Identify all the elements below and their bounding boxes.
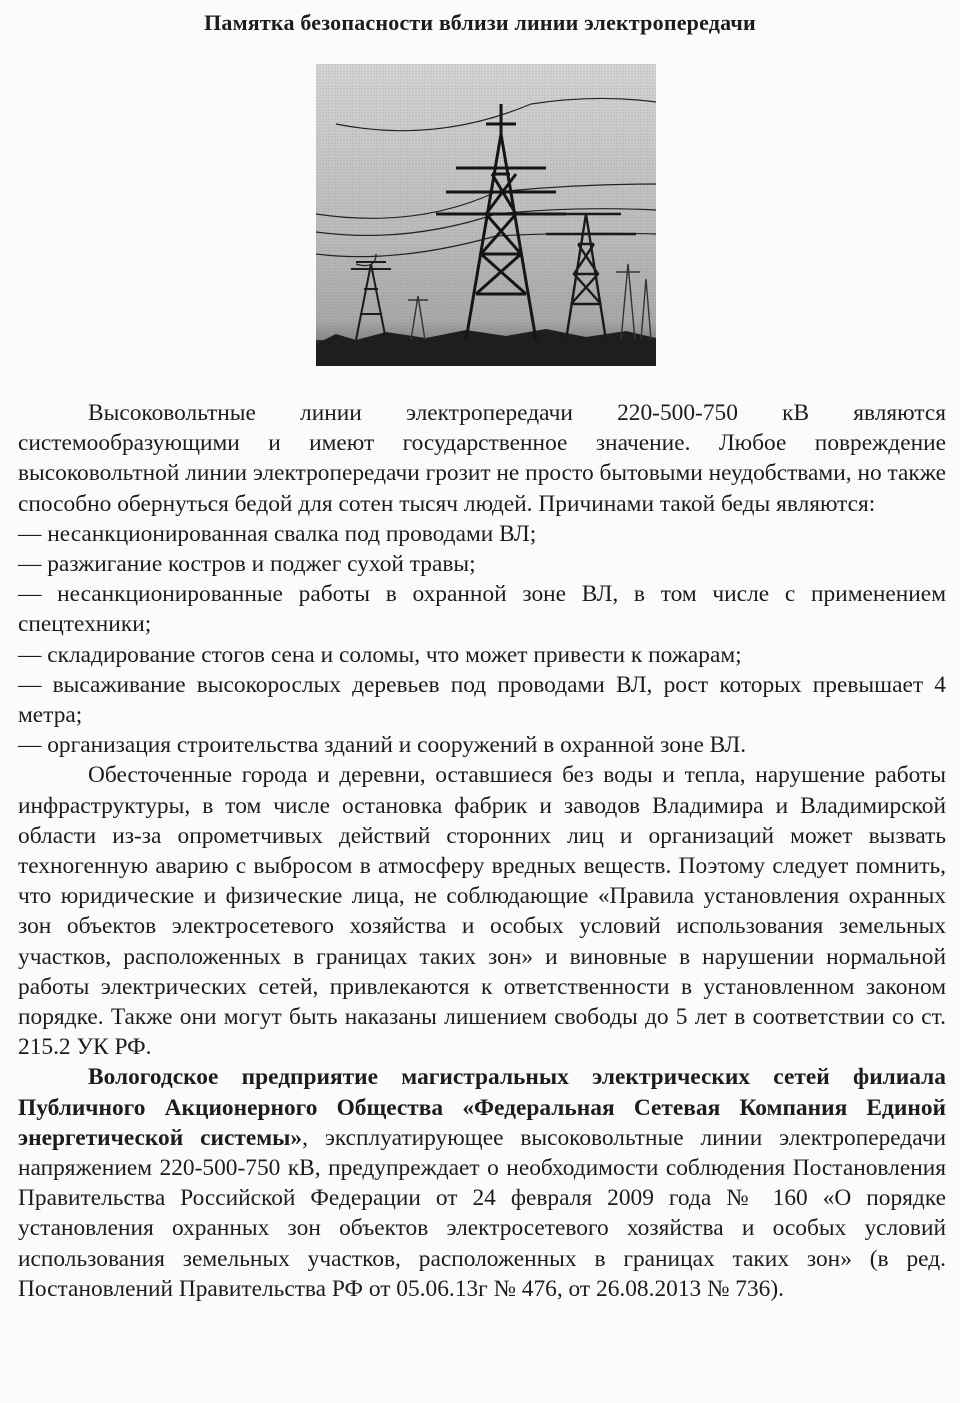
consequences-paragraph: Обесточенные города и деревни, оставшиеся без воды и тепла, нарушение работы инфраструктуры, в том числе остановка фабрик и заводов Владимира и Владимирской области из-за опрометчивых действий сторонних лиц и организаций может вызвать техногенную аварию с выбросом в атмосферу вредных веществ. Поэтому следует помнить, что юридические и физические лица, не соблюдающие «Правила установления охранных зон объектов электросетевого хозяйства и особых условий использования земельных участков, расположенных в границах таких зон» и виновные в нарушении нормальной работы электрических сетей, привлекаются к ответственности в установленном законом порядке. Также они могут быть наказаны лишением свободы до 5 лет в соответствии со ст. 215.2 УК РФ. bbox=[18, 762, 946, 1061]
cause-item: — разжигание костров и поджег сухой травы; bbox=[18, 551, 476, 578]
warning-text: , эксплуатирующее высоковольтные линии электропередачи напряжением 220-500-750 кВ, предупреждает о необходимости соблюдения Постановления Правительства Российской Федерации от 24 февраля 2009 года № 160 «О порядке установления охранных зон объектов электросетевого хозяйства и особых условий использования земельных участков, расположенных в границах таких зон» (в ред. Постановлений Правительства РФ от 05.06.13г № 476, от 26.08.2013 № 736). bbox=[18, 1124, 947, 1302]
warning-paragraph bbox=[18, 1062, 946, 1304]
cause-item: — несанкционированные работы в охранной зоне ВЛ, в том числе с применением спецтехники; bbox=[18, 581, 946, 638]
power-line-towers-icon bbox=[316, 64, 656, 366]
page-title: Памятка безопасности вблизи линии электропередачи bbox=[204, 10, 756, 35]
intro-paragraph: Высоковольтные линии электропередачи 220-500-750 кВ являются системообразующими и имеют государственное значение. Любое повреждение высоковольтной линии электропередачи грозит не просто бытовыми неудобствами, но также способно обернуться бедой для сотен тысяч людей. Причинами такой беды являются: bbox=[18, 400, 946, 517]
organization-name: Вологодское предприятие магистральных электрических сетей филиала Публичного Акционерного Общества «Федеральная Сетевая Компания Единой энергетической системы» bbox=[18, 1064, 946, 1151]
power-line-photo bbox=[316, 64, 656, 366]
document-body bbox=[18, 398, 946, 1304]
cause-item: — складирование стогов сена и соломы, что может привести к пожарам; bbox=[18, 641, 742, 668]
cause-item: — организация строительства зданий и сооружений в охранной зоне ВЛ. bbox=[18, 732, 747, 759]
cause-item: — несанкционированная свалка под проводами ВЛ; bbox=[18, 520, 537, 547]
cause-item: — высаживание высокорослых деревьев под проводами ВЛ, рост которых превышает 4 метра; bbox=[18, 671, 946, 729]
